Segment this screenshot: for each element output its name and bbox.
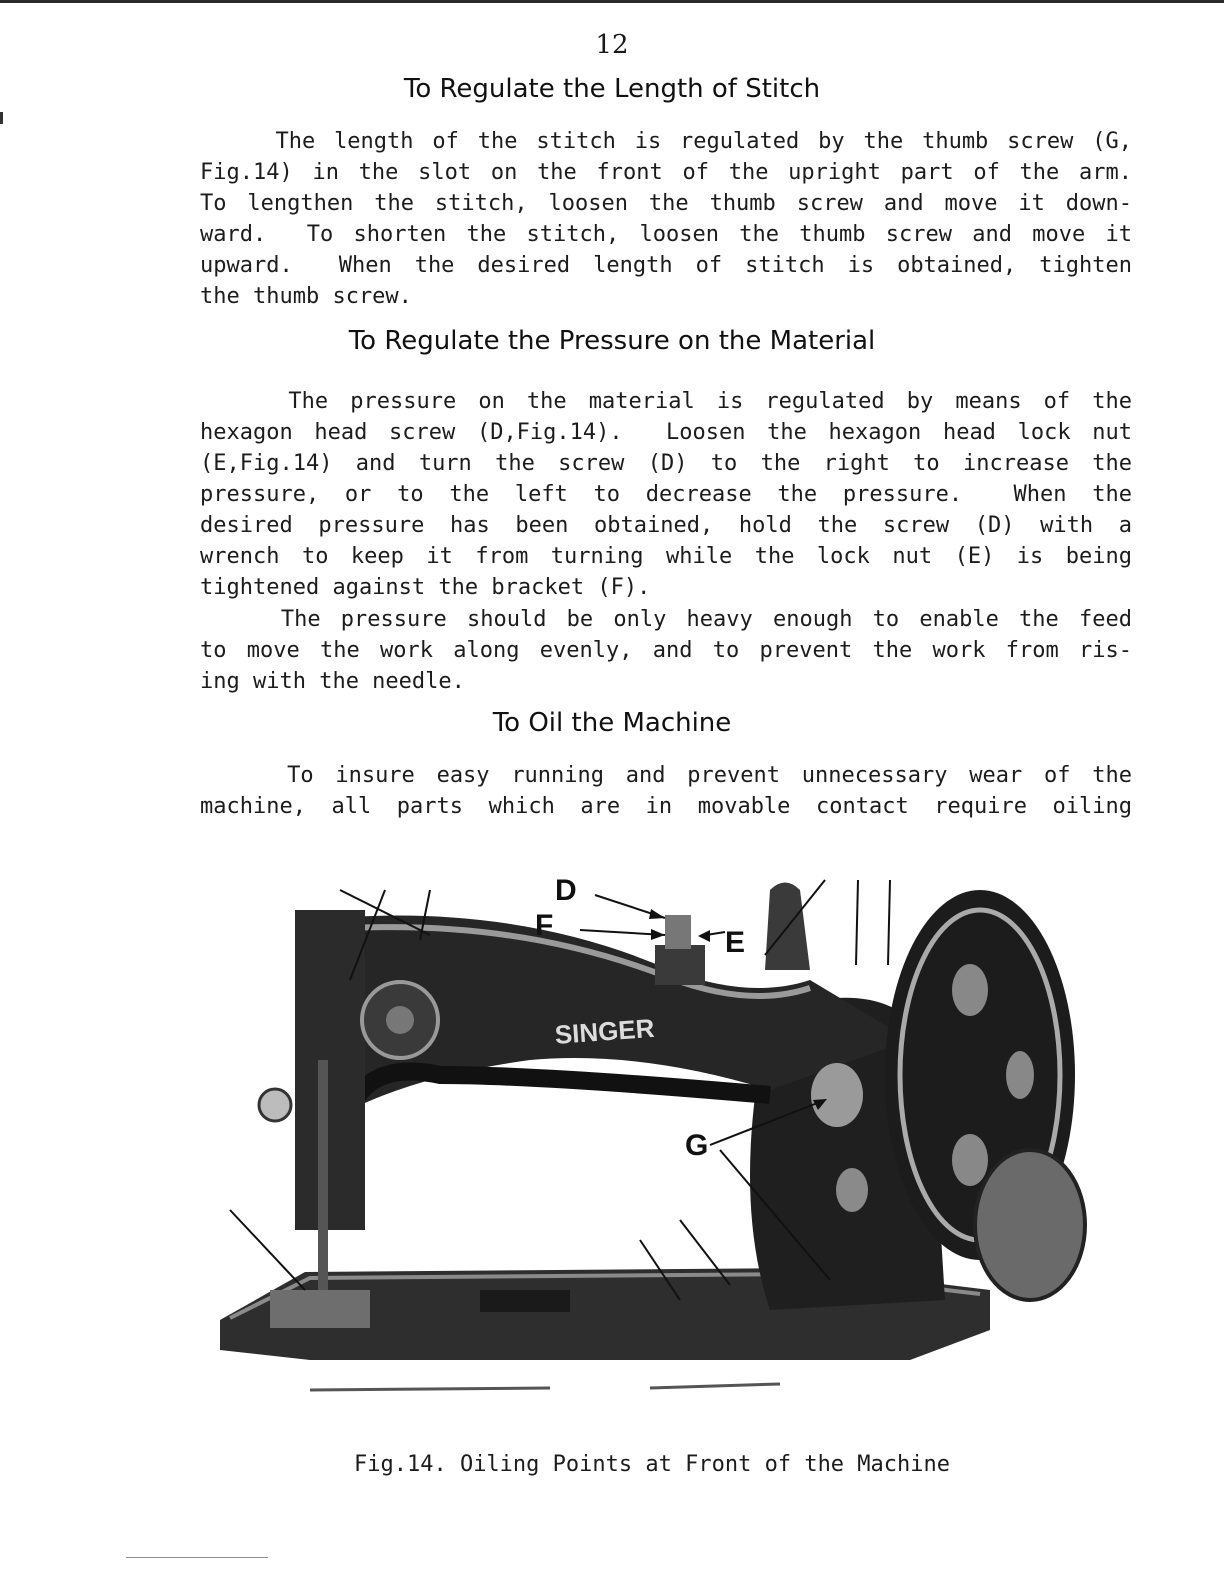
figure-caption: Fig.14. Oiling Points at Front of the Machine xyxy=(353,1452,951,1477)
text-line: The pressure on the material is regulated by means of the xyxy=(200,389,1132,414)
section-heading-pressure: To Regulate the Pressure on the Material xyxy=(348,326,876,356)
text-line: hexagon head screw (D,Fig.14). Loosen the hexagon head lock nut xyxy=(200,420,1132,445)
arrowhead xyxy=(651,929,665,940)
text-line: machine, all parts which are in movable contact require oiling xyxy=(200,794,1132,819)
brand-decal: SINGER xyxy=(553,1012,656,1050)
text-line: upward. When the desired length of stitch is obtained, tighten xyxy=(200,253,1132,278)
pillar-oval xyxy=(836,1168,868,1212)
bobbin-winder xyxy=(975,1150,1085,1300)
arm-underside xyxy=(350,1072,770,1110)
arrowhead xyxy=(698,930,710,942)
paragraph-pressure-amount xyxy=(200,604,1132,697)
stitch-regulator xyxy=(811,1063,863,1127)
shadow-strokes xyxy=(310,1384,780,1390)
label-g: G xyxy=(685,1129,709,1162)
section-heading-oiling: To Oil the Machine xyxy=(492,708,732,738)
text-line: Fig.14) in the slot on the front of the upright part of the arm. xyxy=(200,160,1132,185)
paragraph-oiling xyxy=(200,760,1132,822)
page-number: 12 xyxy=(595,30,629,60)
paragraph-pressure xyxy=(200,386,1132,603)
section-heading-stitch-length: To Regulate the Length of Stitch xyxy=(403,74,821,104)
paragraph-stitch-length xyxy=(200,126,1132,312)
needle-bar xyxy=(318,1060,328,1290)
label-f: F xyxy=(535,909,554,942)
tension-disc-center xyxy=(386,1006,414,1034)
text-line: To lengthen the stitch, loosen the thumb screw and move it down- xyxy=(200,191,1132,216)
margin-mark xyxy=(0,112,3,124)
slide-plate xyxy=(270,1290,370,1328)
label-e: E xyxy=(725,926,746,959)
text-line: tightened against the bracket (F). xyxy=(200,575,651,600)
text-line: to move the work along evenly, and to prevent the work from ris- xyxy=(200,638,1132,663)
text-line: The pressure should be only heavy enough to enable the feed xyxy=(200,607,1132,632)
wheel-hole xyxy=(1006,1051,1034,1099)
oil-arrow xyxy=(856,880,858,965)
text-line: The length of the stitch is regulated by the thumb screw (G, xyxy=(200,129,1132,154)
text-line: desired pressure has been obtained, hold the screw (D) with a xyxy=(200,513,1132,538)
text-line: pressure, or to the left to decrease the pressure. When the xyxy=(200,482,1132,507)
wheel-hole xyxy=(952,964,988,1016)
wheel-hole xyxy=(952,1134,988,1186)
text-line: the thumb screw. xyxy=(200,284,412,309)
oil-arrow xyxy=(888,880,890,965)
sewing-machine-figure xyxy=(210,860,1110,1420)
sewing-machine-illustration xyxy=(210,860,1110,1420)
bed-slot xyxy=(480,1290,570,1312)
pressure-bracket xyxy=(655,945,705,985)
top-border xyxy=(0,0,1224,3)
text-line: wrench to keep it from turning while the lock nut (E) is being xyxy=(200,544,1132,569)
text-line: ward. To shorten the stitch, loosen the thumb screw and move it xyxy=(200,222,1132,247)
label-d: D xyxy=(555,874,577,907)
thumb-nut xyxy=(259,1089,291,1121)
machine-head xyxy=(295,910,365,1230)
text-line: ing with the needle. xyxy=(200,669,465,694)
oil-arrow xyxy=(230,1210,305,1290)
hexagon-screw xyxy=(665,915,691,949)
text-line: To insure easy running and prevent unnecessary wear of the xyxy=(200,763,1132,788)
footer-rule xyxy=(126,1557,268,1558)
arrowhead xyxy=(649,909,665,919)
text-line: (E,Fig.14) and turn the screw (D) to the right to increase the xyxy=(200,451,1132,476)
